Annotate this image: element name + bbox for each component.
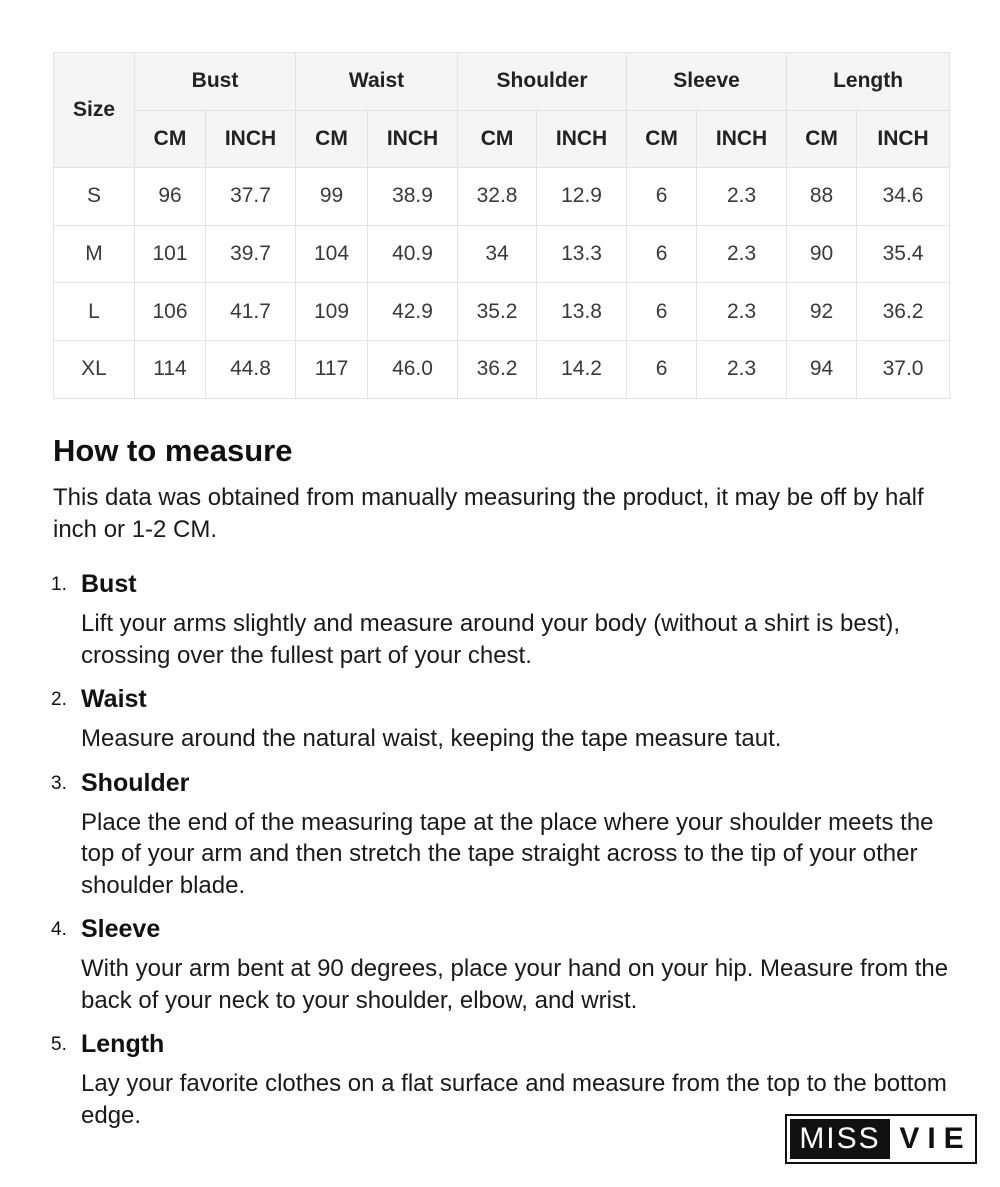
group-header-sleeve: Sleeve	[627, 53, 787, 111]
how-to-measure-intro: This data was obtained from manually measuring the product, it may be off by half inch or 1-2 CM.	[53, 484, 924, 543]
measurement-cell: 2.3	[697, 340, 787, 398]
unit-header-inch: INCH	[857, 110, 950, 168]
unit-header-cm: CM	[296, 110, 368, 168]
measurement-cell: 94	[787, 340, 857, 398]
unit-header-inch: INCH	[368, 110, 458, 168]
size-column-header: Size	[54, 53, 135, 168]
measurement-cell: 2.3	[697, 225, 787, 283]
measurement-cell: 90	[787, 225, 857, 283]
step-number: 4.	[51, 919, 67, 940]
unit-header-cm: CM	[458, 110, 537, 168]
step-description: Lay your favorite clothes on a flat surface and measure from the top to the bottom edge.	[81, 1070, 947, 1129]
unit-header-inch: INCH	[206, 110, 296, 168]
unit-header-cm: CM	[627, 110, 697, 168]
how-to-measure-title: How to measure	[53, 433, 293, 468]
measurement-cell: 92	[787, 283, 857, 341]
size-label-cell: S	[54, 168, 135, 226]
step-description: Lift your arms slightly and measure around your body (without a shirt is best), crossing over the fullest part of your chest.	[81, 610, 901, 669]
step-number: 1.	[51, 574, 67, 595]
measurement-cell: 6	[627, 168, 697, 226]
measurement-cell: 37.0	[857, 340, 950, 398]
measurement-cell: 12.9	[537, 168, 627, 226]
measurement-cell: 44.8	[206, 340, 296, 398]
measurement-cell: 88	[787, 168, 857, 226]
measurement-cell: 114	[135, 340, 206, 398]
measurement-cell: 34	[458, 225, 537, 283]
measurement-cell: 46.0	[368, 340, 458, 398]
measure-steps-list	[0, 566, 1000, 1141]
table-row	[54, 225, 950, 283]
step-title: Shoulder	[81, 768, 190, 797]
measurement-cell: 36.2	[458, 340, 537, 398]
measurement-cell: 104	[296, 225, 368, 283]
measurement-cell: 13.8	[537, 283, 627, 341]
table-row	[54, 283, 950, 341]
measurement-cell: 39.7	[206, 225, 296, 283]
step-number: 2.	[51, 689, 67, 710]
step-description: Measure around the natural waist, keeping the tape measure taut.	[81, 725, 782, 752]
size-chart-table	[53, 52, 950, 399]
table-unit-header-row	[54, 110, 950, 168]
table-row	[54, 168, 950, 226]
size-label-cell: L	[54, 283, 135, 341]
step-title: Waist	[81, 685, 147, 713]
measure-step	[0, 681, 1000, 755]
step-description: Place the end of the measuring tape at the place where your shoulder meets the top of your arm and then stretch the tape straight across to the tip of your other shoulder blade.	[81, 808, 934, 899]
group-header-waist: Waist	[296, 53, 458, 111]
measurement-cell: 37.7	[206, 168, 296, 226]
step-description: With your arm bent at 90 degrees, place your hand on your hip. Measure from the back of your neck to your shoulder, elbow, and wrist.	[81, 955, 949, 1014]
measurement-cell: 99	[296, 168, 368, 226]
measurement-cell: 106	[135, 283, 206, 341]
measure-step	[0, 566, 1000, 671]
table-group-header-row	[54, 53, 950, 111]
measurement-cell: 2.3	[697, 168, 787, 226]
group-header-length: Length	[787, 53, 950, 111]
step-title: Length	[81, 1030, 165, 1058]
size-label-cell: XL	[54, 340, 135, 398]
measure-step	[0, 765, 1000, 902]
logo-left-text: MISS	[790, 1119, 890, 1159]
measurement-cell: 6	[627, 225, 697, 283]
measurement-cell: 40.9	[368, 225, 458, 283]
unit-header-inch: INCH	[697, 110, 787, 168]
table-row	[54, 340, 950, 398]
measurement-cell: 38.9	[368, 168, 458, 226]
size-label-cell: M	[54, 225, 135, 283]
measurement-cell: 117	[296, 340, 368, 398]
measurement-cell: 32.8	[458, 168, 537, 226]
measurement-cell: 2.3	[697, 283, 787, 341]
measurement-cell: 101	[135, 225, 206, 283]
measurement-cell: 42.9	[368, 283, 458, 341]
measurement-cell: 36.2	[857, 283, 950, 341]
measurement-cell: 41.7	[206, 283, 296, 341]
unit-header-inch: INCH	[537, 110, 627, 168]
measurement-cell: 14.2	[537, 340, 627, 398]
measurement-cell: 96	[135, 168, 206, 226]
measurement-cell: 35.4	[857, 225, 950, 283]
unit-header-cm: CM	[135, 110, 206, 168]
measurement-cell: 35.2	[458, 283, 537, 341]
group-header-shoulder: Shoulder	[458, 53, 627, 111]
measurement-cell: 6	[627, 340, 697, 398]
step-title: Bust	[81, 570, 137, 598]
step-number: 5.	[51, 1034, 67, 1055]
measurement-cell: 13.3	[537, 225, 627, 283]
measurement-cell: 34.6	[857, 168, 950, 226]
brand-logo	[785, 1114, 977, 1164]
step-number: 3.	[51, 772, 67, 794]
logo-right-text: VIE	[899, 1122, 972, 1155]
measurement-cell: 6	[627, 283, 697, 341]
measurement-cell: 109	[296, 283, 368, 341]
group-header-bust: Bust	[135, 53, 296, 111]
unit-header-cm: CM	[787, 110, 857, 168]
step-title: Sleeve	[81, 915, 161, 943]
measure-step	[0, 911, 1000, 1016]
